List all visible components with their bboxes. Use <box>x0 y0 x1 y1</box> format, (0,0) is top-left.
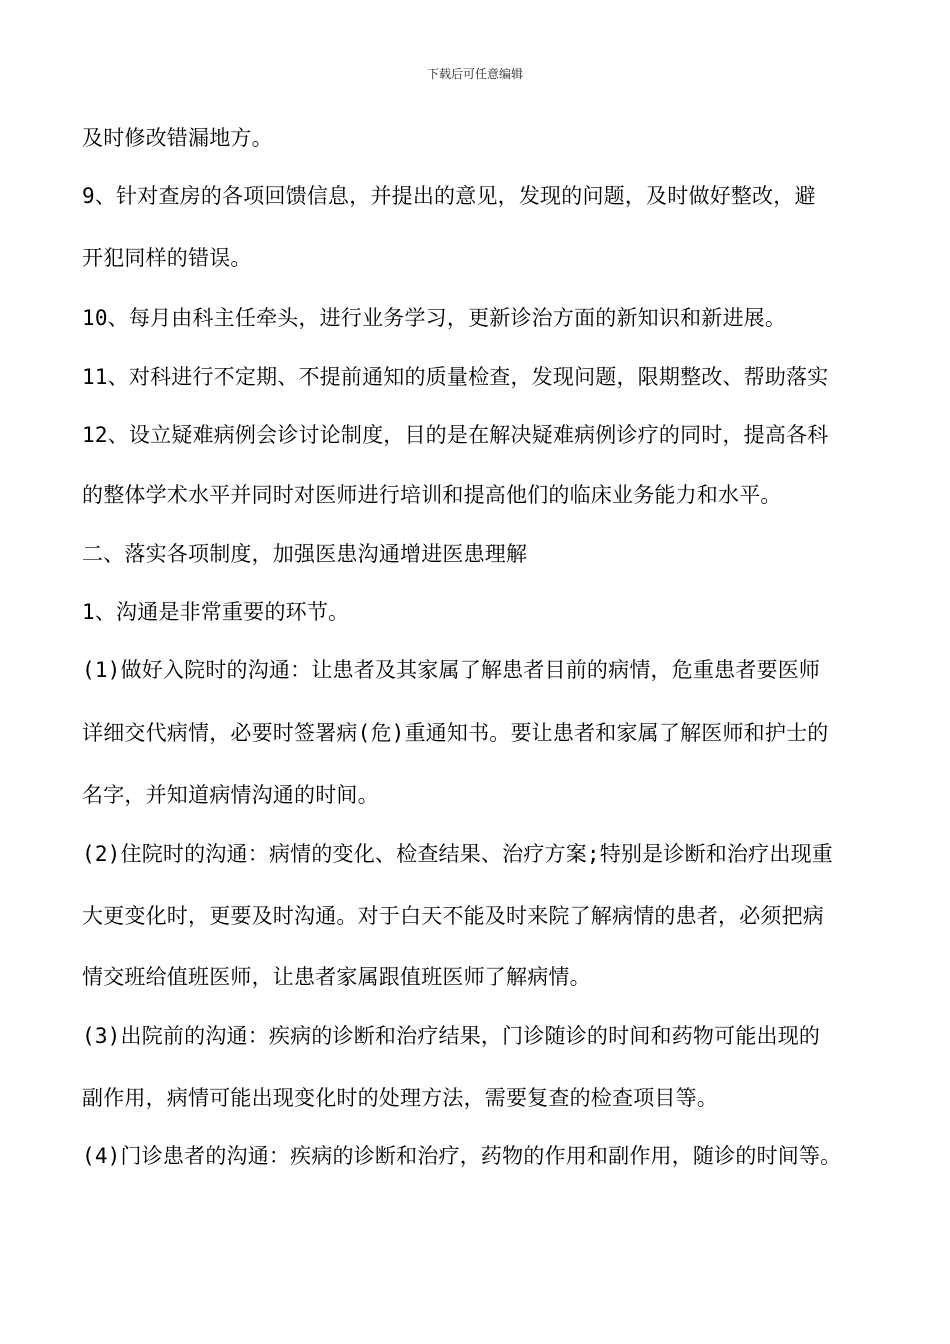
text-line: 大更变化时，更要及时沟通。对于白天不能及时来院了解病情的患者，必须把病 <box>82 904 824 928</box>
text-line: 详细交代病情，必要时签署病(危)重通知书。要让患者和家属了解医师和护士的 <box>82 721 829 745</box>
text-line: 11、对科进行不定期、不提前通知的质量检查，发现问题，限期整改、帮助落实 <box>82 365 829 389</box>
text-line: (1)做好入院时的沟通：让患者及其家属了解患者目前的病情，危重患者要医师 <box>82 658 821 682</box>
text-line: (4)门诊患者的沟通：疾病的诊断和治疗，药物的作用和副作用，随诊的时间等。 <box>82 1144 842 1168</box>
page-header: 下载后可任意编辑 <box>426 67 523 81</box>
text-line: 二、落实各项制度，加强医患沟通增进医患理解 <box>82 542 528 566</box>
text-line: 的整体学术水平并同时对医师进行培训和提高他们的临床业务能力和水平。 <box>82 483 782 507</box>
text-line: 开犯同样的错误。 <box>82 246 252 270</box>
text-line: 10、每月由科主任牵头，进行业务学习，更新诊治方面的新知识和新进展。 <box>82 306 787 330</box>
text-line: 副作用，病情可能出现变化时的处理方法，需要复查的检查项目等。 <box>82 1086 718 1110</box>
text-line: (2)住院时的沟通：病情的变化、检查结果、治疗方案;特别是诊断和治疗出现重 <box>82 842 833 866</box>
text-line: 1、沟通是非常重要的环节。 <box>82 600 350 624</box>
text-line: 名字，并知道病情沟通的时间。 <box>82 783 379 807</box>
text-line: 9、针对查房的各项回馈信息，并提出的意见，发现的问题，及时做好整改，避 <box>82 184 816 208</box>
text-line: (3)出院前的沟通：疾病的诊断和治疗结果，门诊随诊的时间和药物可能出现的 <box>82 1024 821 1048</box>
text-line: 12、设立疑难病例会诊讨论制度，目的是在解决疑难病例诊疗的同时，提高各科 <box>82 423 829 447</box>
text-line: 及时修改错漏地方。 <box>82 126 273 150</box>
text-line: 情交班给值班医师，让患者家属跟值班医师了解病情。 <box>82 965 591 989</box>
